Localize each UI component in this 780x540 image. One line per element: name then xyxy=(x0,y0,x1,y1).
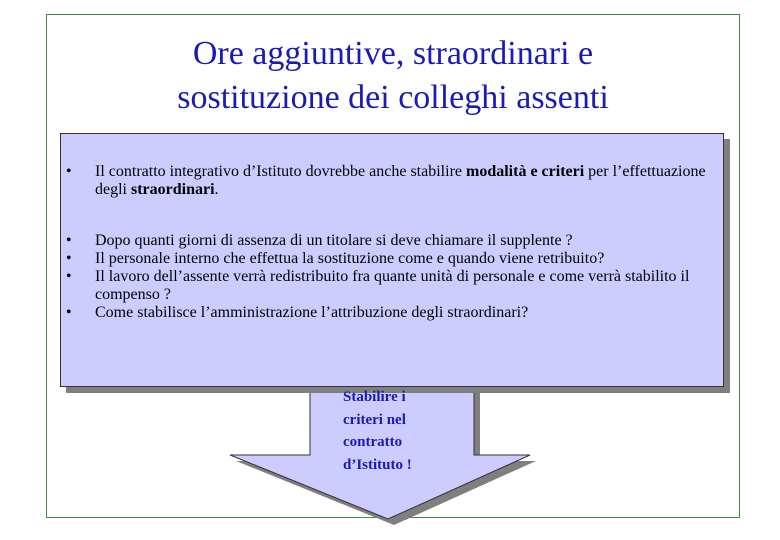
bullet-dot: • xyxy=(66,250,72,267)
bullet-item-overtime xyxy=(66,304,716,322)
bullet-dot: • xyxy=(66,163,72,180)
arrow-label-line: contratto xyxy=(343,434,403,450)
bullet-text: Dopo quanti giorni di assenza di un titolare si deve chiamare il supplente ? xyxy=(95,232,573,249)
title-line-2: sostituzione dei colleghi assenti xyxy=(177,79,609,116)
bullet-text-bold: straordinari xyxy=(131,181,215,198)
bullet-dot: • xyxy=(66,304,72,321)
bullet-item-contract xyxy=(66,163,716,199)
bullet-item-internal-staff xyxy=(66,250,716,268)
arrow-label-line: criteri nel xyxy=(343,411,406,428)
arrow-label-line: d’Istituto ! xyxy=(343,456,412,473)
bullet-text-part: Il contratto integrativo d’Istituto dovrebbe anche stabilire xyxy=(95,163,466,180)
bullet-dot: • xyxy=(66,268,72,285)
bullet-text: Il lavoro dell’assente verrà redistribuito fra quante unità di personale e come verrà stabilito il compenso ? xyxy=(95,268,690,303)
bullet-text-part: per l’effettuazione degli xyxy=(95,163,706,198)
bullet-dot: • xyxy=(66,232,72,249)
bullet-text-part: . xyxy=(214,181,219,198)
arrow-label-line: Stabilire i xyxy=(343,389,406,405)
bullet-item-redistribution xyxy=(66,268,716,304)
bullet-text: Il personale interno che effettua la sostituzione come e quando viene retribuito? xyxy=(95,250,605,267)
bullet-item-substitute xyxy=(66,232,716,250)
bullet-list xyxy=(66,163,716,322)
title-line-1: Ore aggiuntive, straordinari e xyxy=(192,35,594,72)
arrow-label xyxy=(343,386,463,476)
bullet-text: Come stabilisce l’amministrazione l’attribuzione degli straordinari? xyxy=(95,304,529,321)
bullet-text-bold: modalità e criteri xyxy=(466,163,585,180)
